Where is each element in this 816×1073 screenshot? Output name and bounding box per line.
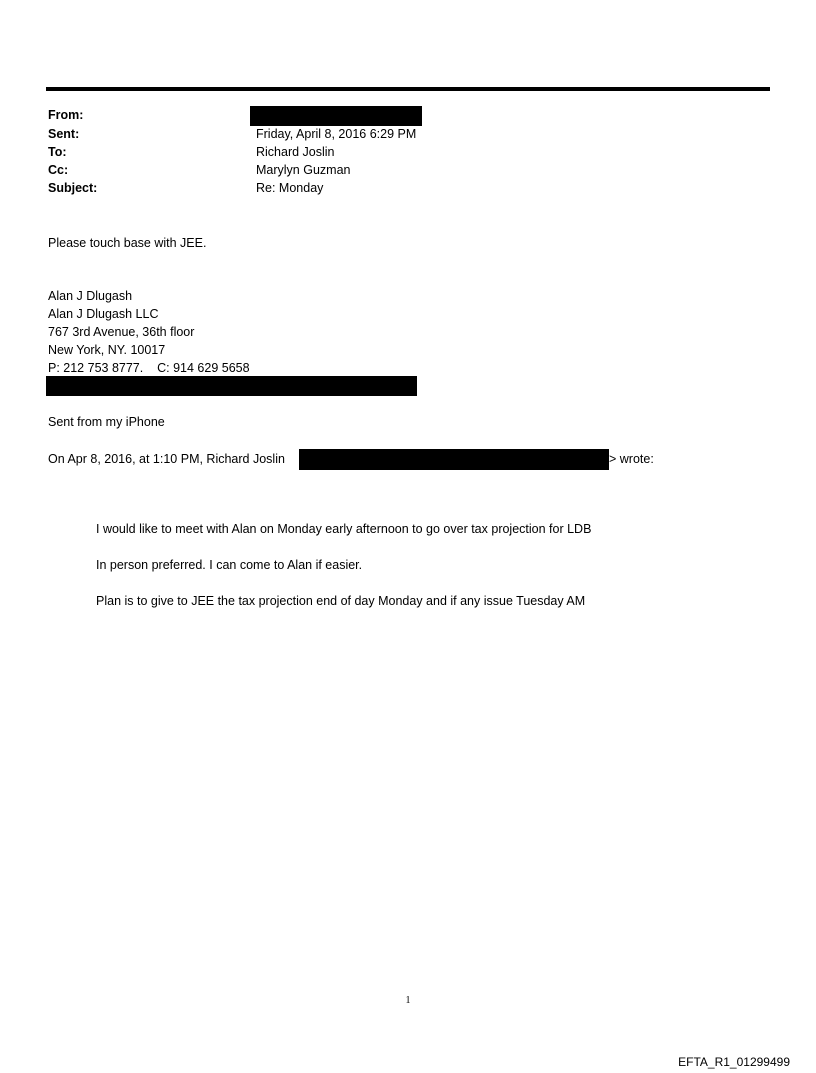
subject-label: Subject:	[48, 181, 98, 195]
from-redaction	[250, 106, 422, 126]
from-label: From:	[48, 108, 84, 122]
cc-value: Marylyn Guzman	[256, 163, 351, 177]
signature-company: Alan J Dlugash LLC	[48, 307, 159, 321]
quoted-line: Plan is to give to JEE the tax projection end of day Monday and if any issue Tuesday AM	[96, 594, 586, 608]
email-redaction	[299, 449, 609, 470]
to-value: Richard Joslin	[256, 145, 335, 159]
subject-value: Re: Monday	[256, 181, 324, 195]
sent-value: Friday, April 8, 2016 6:29 PM	[256, 127, 417, 141]
sent-label: Sent:	[48, 127, 80, 141]
signature-name: Alan J Dlugash	[48, 289, 133, 303]
document-id: EFTA_R1_01299499	[678, 1055, 790, 1069]
to-label: To:	[48, 145, 67, 159]
signature-address-line1: 767 3rd Avenue, 36th floor	[48, 325, 195, 339]
signature-address-line2: New York, NY. 10017	[48, 343, 166, 357]
quote-intro-suffix: > wrote:	[609, 452, 654, 466]
quote-intro-prefix: On Apr 8, 2016, at 1:10 PM, Richard Joslin	[48, 452, 285, 466]
quoted-line: I would like to meet with Alan on Monday early afternoon to go over tax projection for LDB	[96, 522, 592, 536]
signature-phones: P: 212 753 8777. C: 914 629 5658	[48, 361, 250, 375]
page-number: 1	[405, 995, 411, 1006]
message-text: Please touch base with JEE.	[48, 236, 207, 250]
sent-from-line: Sent from my iPhone	[48, 415, 165, 429]
cc-label: Cc:	[48, 163, 69, 177]
quoted-line: In person preferred. I can come to Alan if easier.	[96, 558, 363, 572]
header-rule	[46, 87, 770, 91]
signature-redaction	[46, 376, 417, 396]
